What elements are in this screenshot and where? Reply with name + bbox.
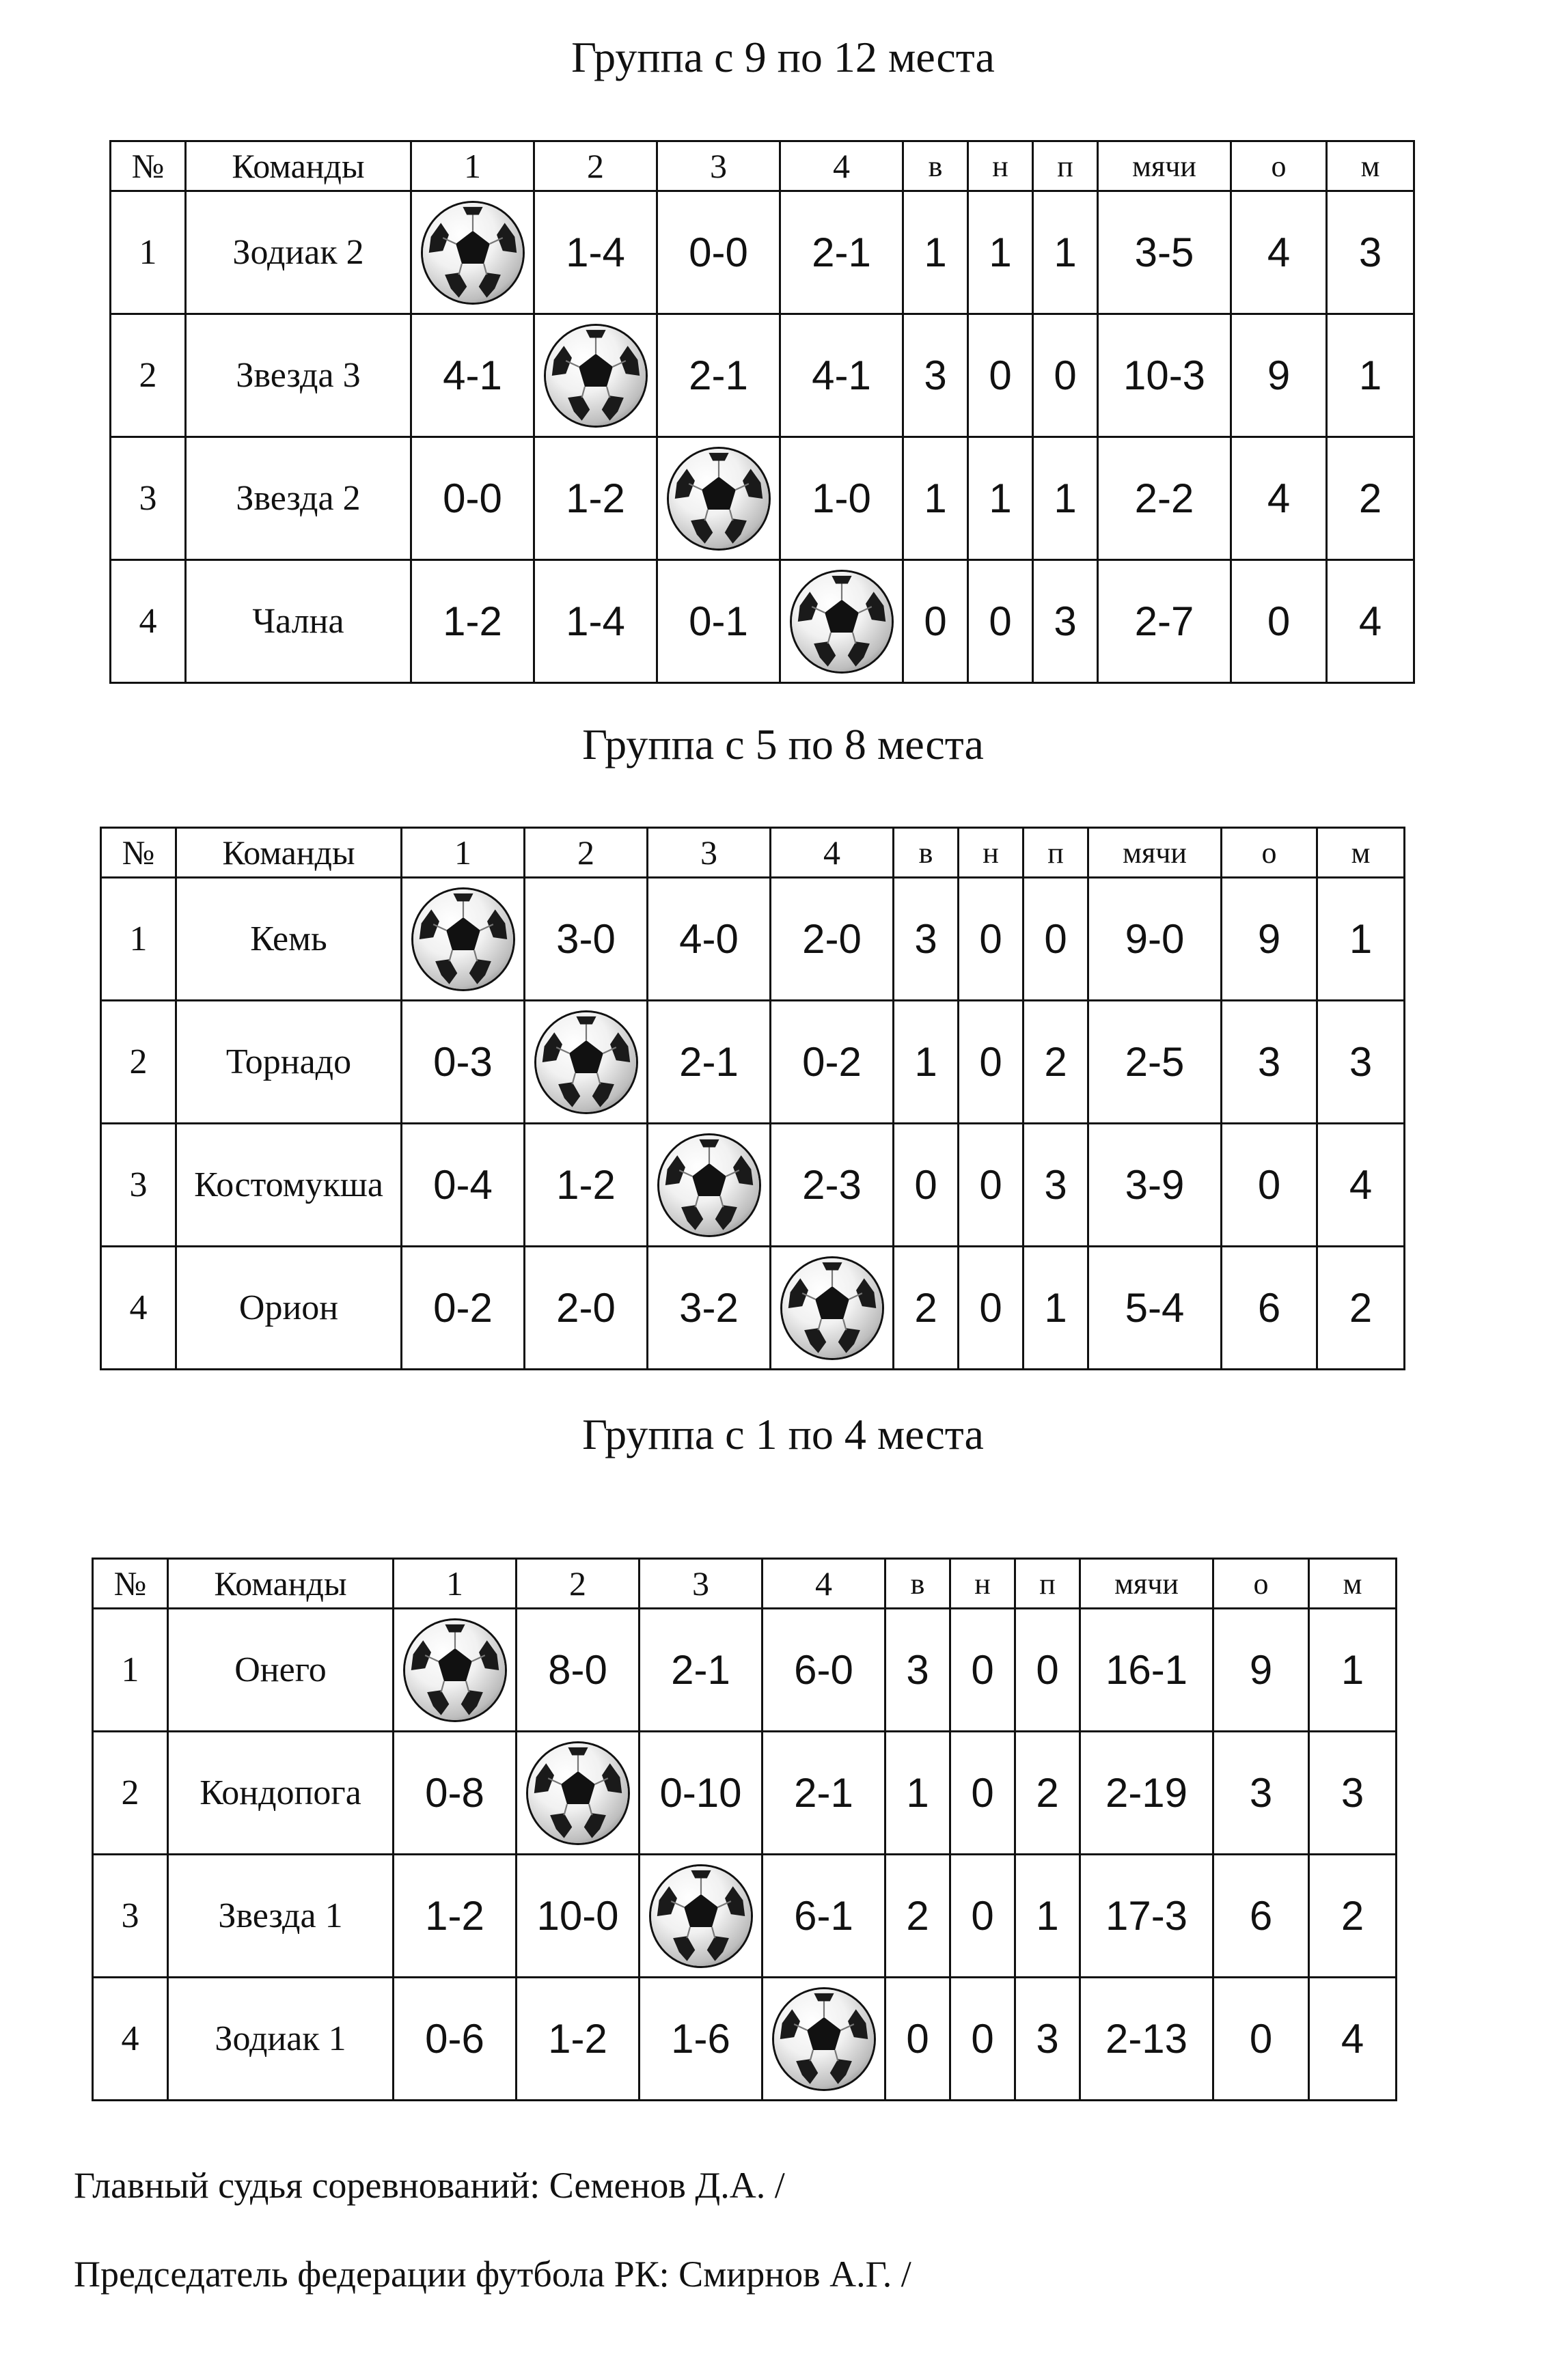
points: 3: [1213, 1732, 1309, 1855]
wins-count: 3: [903, 314, 968, 437]
diagonal-cell: [525, 1001, 648, 1124]
wins-count: 2: [885, 1855, 950, 1978]
draws-count: 0: [959, 1001, 1024, 1124]
points: 6: [1222, 1247, 1317, 1370]
diagonal-cell: [771, 1247, 894, 1370]
draws-count: 1: [968, 191, 1033, 314]
header-cell: о: [1213, 1559, 1309, 1609]
soccer-ball-icon: [774, 1989, 874, 2089]
losses-count: 0: [1024, 878, 1088, 1001]
team-name: Кемь: [176, 878, 402, 1001]
goals-ratio: 16-1: [1080, 1609, 1213, 1732]
diagonal-cell: [394, 1609, 517, 1732]
match-score: 1-2: [411, 560, 534, 683]
goals-ratio: 5-4: [1088, 1247, 1222, 1370]
standings-table-1-4: [92, 1558, 1397, 2101]
match-score: 1-4: [534, 191, 657, 314]
match-score: 1-2: [525, 1124, 648, 1247]
diagonal-cell: [763, 1978, 885, 2101]
place: 2: [1327, 437, 1414, 560]
match-score: 0-4: [402, 1124, 525, 1247]
table-row: [101, 1001, 1405, 1124]
points: 9: [1222, 878, 1317, 1001]
header-cell: в: [894, 828, 959, 878]
match-score: 10-0: [517, 1855, 640, 1978]
header-row: [111, 141, 1414, 191]
team-name: Торнадо: [176, 1001, 402, 1124]
wins-count: 1: [894, 1001, 959, 1124]
header-cell: 4: [780, 141, 903, 191]
wins-count: 1: [885, 1732, 950, 1855]
losses-count: 2: [1024, 1001, 1088, 1124]
header-cell: Команды: [168, 1559, 394, 1609]
match-score: 2-1: [657, 314, 780, 437]
match-score: 0-1: [657, 560, 780, 683]
points: 6: [1213, 1855, 1309, 1978]
header-cell: Команды: [176, 828, 402, 878]
match-score: 0-0: [411, 437, 534, 560]
diagonal-cell: [640, 1855, 763, 1978]
diagonal-cell: [411, 191, 534, 314]
place: 3: [1317, 1001, 1405, 1124]
group-title-1-4: Группа с 1 по 4 места: [582, 1410, 984, 1458]
team-name: Звезда 2: [186, 437, 411, 560]
match-score: 2-1: [780, 191, 903, 314]
match-score: 0-2: [402, 1247, 525, 1370]
table-row: [111, 560, 1414, 683]
header-cell: 2: [517, 1559, 640, 1609]
team-name: Зодиак 2: [186, 191, 411, 314]
diagonal-cell: [402, 878, 525, 1001]
wins-count: 0: [903, 560, 968, 683]
header-cell: п: [1015, 1559, 1080, 1609]
row-number: 2: [111, 314, 186, 437]
place: 1: [1327, 314, 1414, 437]
header-cell: 1: [402, 828, 525, 878]
header-cell: №: [93, 1559, 168, 1609]
draws-count: 0: [959, 878, 1024, 1001]
table-row: [111, 437, 1414, 560]
match-score: 8-0: [517, 1609, 640, 1732]
header-cell: 3: [648, 828, 771, 878]
match-score: 1-4: [534, 560, 657, 683]
place: 2: [1317, 1247, 1405, 1370]
diagonal-cell: [780, 560, 903, 683]
header-row: [101, 828, 1405, 878]
table-row: [93, 1732, 1397, 1855]
diagonal-cell: [657, 437, 780, 560]
header-cell: №: [111, 141, 186, 191]
group-title-9-12: Группа с 9 по 12 места: [571, 33, 995, 81]
match-score: 0-0: [657, 191, 780, 314]
row-number: 3: [101, 1124, 176, 1247]
losses-count: 3: [1033, 560, 1098, 683]
losses-count: 1: [1015, 1855, 1080, 1978]
header-cell: Команды: [186, 141, 411, 191]
wins-count: 3: [894, 878, 959, 1001]
header-cell: н: [950, 1559, 1015, 1609]
table-row: [93, 1978, 1397, 2101]
wins-count: 0: [894, 1124, 959, 1247]
team-name: Звезда 1: [168, 1855, 394, 1978]
match-score: 3-2: [648, 1247, 771, 1370]
points: 4: [1231, 437, 1327, 560]
row-number: 3: [111, 437, 186, 560]
match-score: 2-0: [525, 1247, 648, 1370]
place: 3: [1309, 1732, 1397, 1855]
row-number: 1: [101, 878, 176, 1001]
diagonal-cell: [534, 314, 657, 437]
points: 0: [1231, 560, 1327, 683]
row-number: 1: [111, 191, 186, 314]
match-score: 6-0: [763, 1609, 885, 1732]
header-row: [93, 1559, 1397, 1609]
match-score: 1-6: [640, 1978, 763, 2101]
points: 3: [1222, 1001, 1317, 1124]
soccer-ball-icon: [659, 1135, 759, 1235]
match-score: 4-0: [648, 878, 771, 1001]
match-score: 4-1: [411, 314, 534, 437]
header-cell: мячи: [1088, 828, 1222, 878]
header-cell: о: [1231, 141, 1327, 191]
row-number: 3: [93, 1855, 168, 1978]
place: 4: [1327, 560, 1414, 683]
soccer-ball-icon: [651, 1866, 751, 1966]
draws-count: 0: [950, 1978, 1015, 2101]
draws-count: 0: [950, 1855, 1015, 1978]
match-score: 1-2: [394, 1855, 517, 1978]
header-cell: 1: [411, 141, 534, 191]
table-row: [111, 191, 1414, 314]
soccer-ball-icon: [528, 1743, 628, 1843]
chief-judge-line: Главный судья соревнований: Семенов Д.А. /: [74, 2165, 785, 2206]
losses-count: 0: [1033, 314, 1098, 437]
draws-count: 1: [968, 437, 1033, 560]
goals-ratio: 2-5: [1088, 1001, 1222, 1124]
points: 9: [1231, 314, 1327, 437]
place: 4: [1309, 1978, 1397, 2101]
place: 3: [1327, 191, 1414, 314]
match-score: 2-3: [771, 1124, 894, 1247]
header-cell: 1: [394, 1559, 517, 1609]
header-cell: о: [1222, 828, 1317, 878]
goals-ratio: 2-2: [1098, 437, 1231, 560]
soccer-ball-icon: [405, 1620, 505, 1720]
row-number: 2: [93, 1732, 168, 1855]
group-title-5-8: Группа с 5 по 8 места: [582, 720, 984, 769]
match-score: 1-2: [534, 437, 657, 560]
wins-count: 1: [903, 437, 968, 560]
draws-count: 0: [968, 314, 1033, 437]
draws-count: 0: [959, 1124, 1024, 1247]
losses-count: 3: [1024, 1124, 1088, 1247]
goals-ratio: 3-5: [1098, 191, 1231, 314]
points: 0: [1213, 1978, 1309, 2101]
header-cell: №: [101, 828, 176, 878]
losses-count: 3: [1015, 1978, 1080, 2101]
team-name: Костомукша: [176, 1124, 402, 1247]
header-cell: п: [1033, 141, 1098, 191]
wins-count: 2: [894, 1247, 959, 1370]
match-score: 0-8: [394, 1732, 517, 1855]
match-score: 0-10: [640, 1732, 763, 1855]
soccer-ball-icon: [423, 203, 523, 303]
draws-count: 0: [950, 1609, 1015, 1732]
place: 1: [1317, 878, 1405, 1001]
table-row: [93, 1609, 1397, 1732]
standings-table-9-12: [109, 140, 1415, 684]
team-name: Чална: [186, 560, 411, 683]
match-score: 2-1: [640, 1609, 763, 1732]
place: 1: [1309, 1609, 1397, 1732]
header-cell: 2: [534, 141, 657, 191]
header-cell: 3: [640, 1559, 763, 1609]
header-cell: м: [1317, 828, 1405, 878]
header-cell: м: [1309, 1559, 1397, 1609]
diagonal-cell: [517, 1732, 640, 1855]
header-cell: мячи: [1080, 1559, 1213, 1609]
points: 0: [1222, 1124, 1317, 1247]
wins-count: 1: [903, 191, 968, 314]
soccer-ball-icon: [536, 1012, 636, 1112]
soccer-ball-icon: [546, 326, 646, 426]
row-number: 1: [93, 1609, 168, 1732]
table-row: [111, 314, 1414, 437]
diagonal-cell: [648, 1124, 771, 1247]
table-row: [93, 1855, 1397, 1978]
header-cell: 4: [763, 1559, 885, 1609]
match-score: 6-1: [763, 1855, 885, 1978]
draws-count: 0: [968, 560, 1033, 683]
header-cell: 3: [657, 141, 780, 191]
points: 9: [1213, 1609, 1309, 1732]
match-score: 0-3: [402, 1001, 525, 1124]
header-cell: в: [885, 1559, 950, 1609]
goals-ratio: 9-0: [1088, 878, 1222, 1001]
wins-count: 3: [885, 1609, 950, 1732]
match-score: 2-1: [648, 1001, 771, 1124]
header-cell: н: [968, 141, 1033, 191]
header-cell: м: [1327, 141, 1414, 191]
team-name: Звезда 3: [186, 314, 411, 437]
goals-ratio: 3-9: [1088, 1124, 1222, 1247]
losses-count: 2: [1015, 1732, 1080, 1855]
table-row: [101, 1247, 1405, 1370]
place: 2: [1309, 1855, 1397, 1978]
table-row: [101, 878, 1405, 1001]
goals-ratio: 2-13: [1080, 1978, 1213, 2101]
match-score: 2-0: [771, 878, 894, 1001]
header-cell: 2: [525, 828, 648, 878]
federation-chairman-line: Председатель федерации футбола РК: Смирнов А.Г. /: [74, 2254, 911, 2295]
header-cell: 4: [771, 828, 894, 878]
row-number: 4: [101, 1247, 176, 1370]
row-number: 4: [93, 1978, 168, 2101]
soccer-ball-icon: [413, 889, 513, 989]
losses-count: 1: [1033, 437, 1098, 560]
goals-ratio: 2-7: [1098, 560, 1231, 683]
standings-table-5-8: [100, 827, 1405, 1370]
team-name: Кондопога: [168, 1732, 394, 1855]
header-cell: в: [903, 141, 968, 191]
soccer-ball-icon: [792, 572, 892, 672]
table-row: [101, 1124, 1405, 1247]
losses-count: 1: [1024, 1247, 1088, 1370]
goals-ratio: 2-19: [1080, 1732, 1213, 1855]
match-score: 3-0: [525, 878, 648, 1001]
points: 4: [1231, 191, 1327, 314]
row-number: 4: [111, 560, 186, 683]
header-cell: мячи: [1098, 141, 1231, 191]
losses-count: 0: [1015, 1609, 1080, 1732]
team-name: Зодиак 1: [168, 1978, 394, 2101]
soccer-ball-icon: [782, 1258, 882, 1358]
draws-count: 0: [950, 1732, 1015, 1855]
losses-count: 1: [1033, 191, 1098, 314]
match-score: 2-1: [763, 1732, 885, 1855]
team-name: Онего: [168, 1609, 394, 1732]
goals-ratio: 17-3: [1080, 1855, 1213, 1978]
soccer-ball-icon: [669, 449, 769, 549]
goals-ratio: 10-3: [1098, 314, 1231, 437]
team-name: Орион: [176, 1247, 402, 1370]
header-cell: п: [1024, 828, 1088, 878]
match-score: 1-0: [780, 437, 903, 560]
place: 4: [1317, 1124, 1405, 1247]
match-score: 0-6: [394, 1978, 517, 2101]
header-cell: н: [959, 828, 1024, 878]
match-score: 4-1: [780, 314, 903, 437]
draws-count: 0: [959, 1247, 1024, 1370]
match-score: 0-2: [771, 1001, 894, 1124]
match-score: 1-2: [517, 1978, 640, 2101]
wins-count: 0: [885, 1978, 950, 2101]
row-number: 2: [101, 1001, 176, 1124]
